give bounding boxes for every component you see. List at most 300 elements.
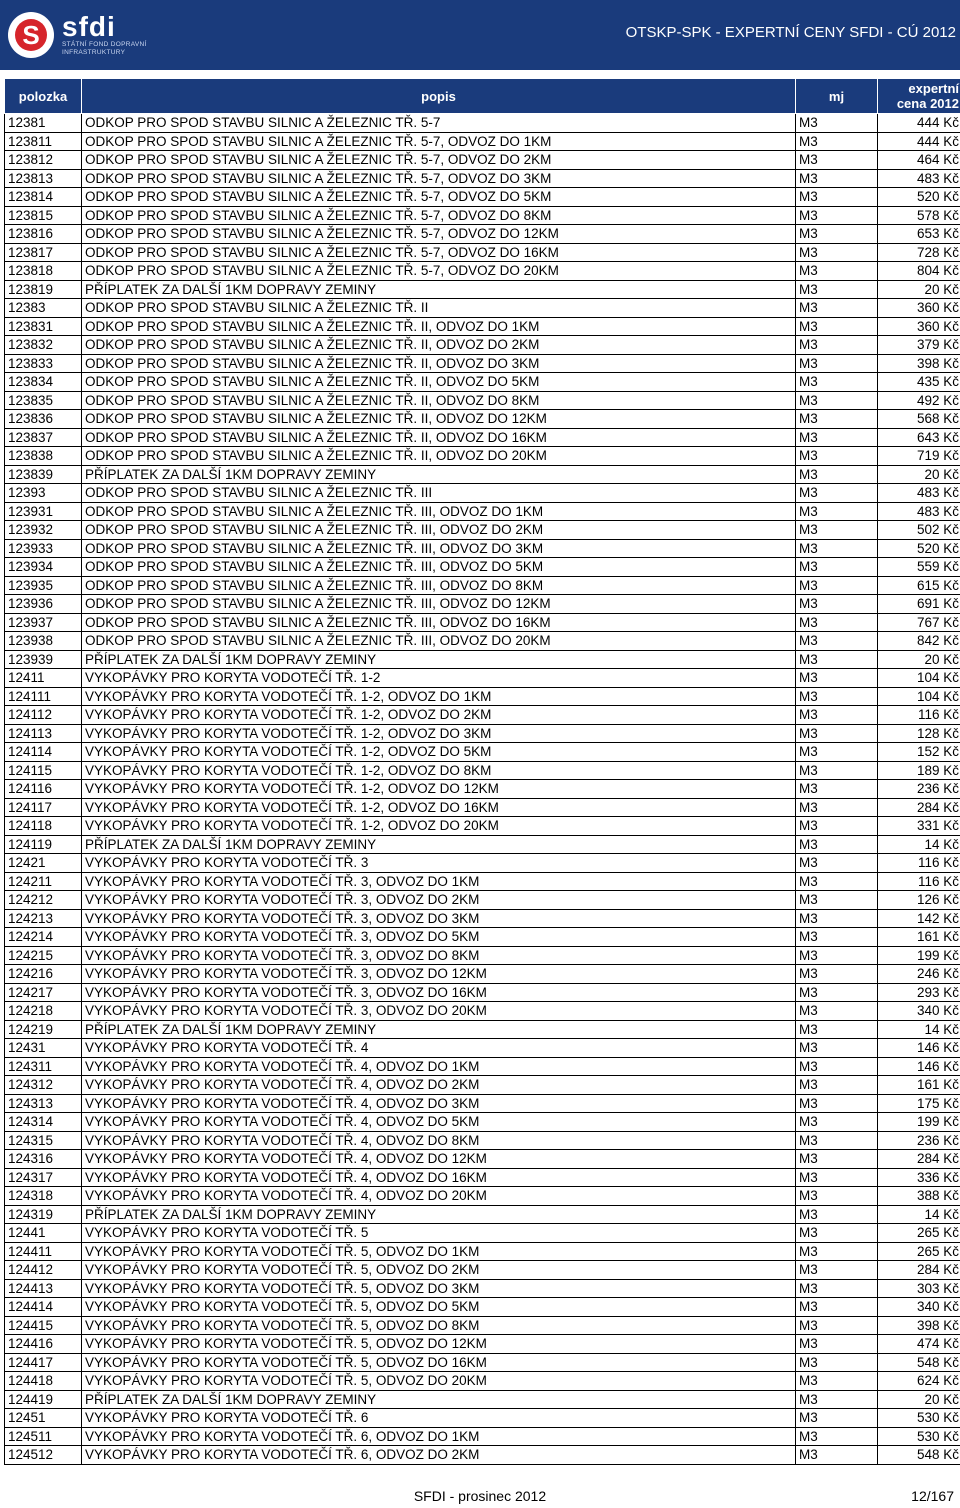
cell-polozka: 12393 [5,484,82,503]
cell-popis: VYKOPÁVKY PRO KORYTA VODOTEČÍ TŘ. 5, ODVOZ DO 5KM [82,1298,796,1317]
table-row [5,1094,960,1113]
cell-mj: M3 [796,706,878,725]
table-row [5,151,960,170]
logo-subtitle-2: INFRASTRUKTURY [62,49,126,56]
table-row [5,447,960,466]
cell-popis: PŘÍPLATEK ZA DALŠÍ 1KM DOPRAVY ZEMINY [82,280,796,299]
cell-polozka: 123937 [5,613,82,632]
table-row [5,1372,960,1391]
cell-cena: 643 Kč [878,428,960,447]
cell-popis: VYKOPÁVKY PRO KORYTA VODOTEČÍ TŘ. 3, ODVOZ DO 20KM [82,1002,796,1021]
cell-mj: M3 [796,1335,878,1354]
cell-polozka: 124313 [5,1094,82,1113]
cell-polozka: 123812 [5,151,82,170]
cell-cena: 340 Kč [878,1002,960,1021]
cell-cena: 548 Kč [878,1446,960,1465]
footer-date: SFDI - prosinec 2012 [413,1488,547,1504]
cell-popis: ODKOP PRO SPOD STAVBU SILNIC A ŽELEZNIC TŘ. III, ODVOZ DO 5KM [82,558,796,577]
table-row [5,280,960,299]
table-row [5,1316,960,1335]
column-header-mj: mj [796,79,878,114]
cell-mj: M3 [796,465,878,484]
cell-cena: 767 Kč [878,613,960,632]
table-row [5,946,960,965]
cell-popis: VYKOPÁVKY PRO KORYTA VODOTEČÍ TŘ. 4, ODVOZ DO 8KM [82,1131,796,1150]
cell-polozka: 12451 [5,1409,82,1428]
cell-popis: VYKOPÁVKY PRO KORYTA VODOTEČÍ TŘ. 5, ODVOZ DO 2KM [82,1261,796,1280]
cell-polozka: 124211 [5,872,82,891]
cell-popis: VYKOPÁVKY PRO KORYTA VODOTEČÍ TŘ. 4, ODVOZ DO 16KM [82,1168,796,1187]
table-row [5,1113,960,1132]
cell-mj: M3 [796,872,878,891]
cell-cena: 474 Kč [878,1335,960,1354]
cell-mj: M3 [796,391,878,410]
cell-mj: M3 [796,169,878,188]
cell-mj: M3 [796,1390,878,1409]
cell-cena: 530 Kč [878,1409,960,1428]
cell-polozka: 123835 [5,391,82,410]
cell-polozka: 124412 [5,1261,82,1280]
table-row [5,1261,960,1280]
table-row [5,1020,960,1039]
cell-polozka: 123814 [5,188,82,207]
cell-polozka: 123934 [5,558,82,577]
cell-mj: M3 [796,1057,878,1076]
cell-cena: 189 Kč [878,761,960,780]
cell-cena: 530 Kč [878,1427,960,1446]
cell-polozka: 124318 [5,1187,82,1206]
cell-popis: ODKOP PRO SPOD STAVBU SILNIC A ŽELEZNIC TŘ. III [82,484,796,503]
cell-popis: VYKOPÁVKY PRO KORYTA VODOTEČÍ TŘ. 4 [82,1039,796,1058]
cell-polozka: 123837 [5,428,82,447]
cell-polozka: 123833 [5,354,82,373]
table-row [5,428,960,447]
table-body [5,114,960,1465]
cell-polozka: 124116 [5,780,82,799]
column-header-popis: popis [82,79,796,114]
cell-polozka: 124115 [5,761,82,780]
cell-polozka: 124315 [5,1131,82,1150]
cell-popis: VYKOPÁVKY PRO KORYTA VODOTEČÍ TŘ. 1-2, ODVOZ DO 3KM [82,724,796,743]
table-row [5,909,960,928]
cell-popis: ODKOP PRO SPOD STAVBU SILNIC A ŽELEZNIC TŘ. III, ODVOZ DO 12KM [82,595,796,614]
cell-cena: 116 Kč [878,706,960,725]
cell-cena: 161 Kč [878,1076,960,1095]
cell-mj: M3 [796,354,878,373]
cell-mj: M3 [796,1353,878,1372]
cell-mj: M3 [796,1372,878,1391]
cell-popis: ODKOP PRO SPOD STAVBU SILNIC A ŽELEZNIC TŘ. 5-7, ODVOZ DO 1KM [82,132,796,151]
cell-polozka: 124419 [5,1390,82,1409]
cell-cena: 246 Kč [878,965,960,984]
table-row [5,558,960,577]
table-row [5,780,960,799]
cell-polozka: 124413 [5,1279,82,1298]
cell-polozka: 123839 [5,465,82,484]
cell-mj: M3 [796,632,878,651]
cell-popis: VYKOPÁVKY PRO KORYTA VODOTEČÍ TŘ. 5, ODVOZ DO 1KM [82,1242,796,1261]
table-row [5,1002,960,1021]
cell-mj: M3 [796,650,878,669]
cell-mj: M3 [796,447,878,466]
cell-mj: M3 [796,965,878,984]
cell-mj: M3 [796,724,878,743]
cell-mj: M3 [796,558,878,577]
cell-cena: 578 Kč [878,206,960,225]
cell-mj: M3 [796,983,878,1002]
cell-mj: M3 [796,891,878,910]
table-row [5,632,960,651]
table-row [5,1390,960,1409]
cell-polozka: 124215 [5,946,82,965]
cell-cena: 548 Kč [878,1353,960,1372]
table-row [5,502,960,521]
table-row [5,262,960,281]
cell-mj: M3 [796,502,878,521]
table-row [5,169,960,188]
cell-mj: M3 [796,243,878,262]
table-row [5,1298,960,1317]
cell-cena: 520 Kč [878,188,960,207]
cell-cena: 146 Kč [878,1057,960,1076]
cell-cena: 284 Kč [878,798,960,817]
table-row [5,1039,960,1058]
cell-mj: M3 [796,1446,878,1465]
table-row [5,854,960,873]
cell-cena: 14 Kč [878,835,960,854]
cell-cena: 331 Kč [878,817,960,836]
cell-popis: VYKOPÁVKY PRO KORYTA VODOTEČÍ TŘ. 3, ODVOZ DO 8KM [82,946,796,965]
cell-popis: VYKOPÁVKY PRO KORYTA VODOTEČÍ TŘ. 3, ODVOZ DO 5KM [82,928,796,947]
cell-popis: PŘÍPLATEK ZA DALŠÍ 1KM DOPRAVY ZEMINY [82,650,796,669]
cell-cena: 398 Kč [878,1316,960,1335]
table-row [5,817,960,836]
cell-cena: 398 Kč [878,354,960,373]
cell-cena: 265 Kč [878,1242,960,1261]
cell-cena: 175 Kč [878,1094,960,1113]
cell-polozka: 123938 [5,632,82,651]
cell-popis: VYKOPÁVKY PRO KORYTA VODOTEČÍ TŘ. 6 [82,1409,796,1428]
cell-mj: M3 [796,928,878,947]
cell-polozka: 12441 [5,1224,82,1243]
cell-cena: 20 Kč [878,1390,960,1409]
cell-mj: M3 [796,1168,878,1187]
table-row [5,743,960,762]
cell-polozka: 124212 [5,891,82,910]
cell-popis: ODKOP PRO SPOD STAVBU SILNIC A ŽELEZNIC TŘ. II, ODVOZ DO 12KM [82,410,796,429]
cell-polozka: 124217 [5,983,82,1002]
cell-polozka: 124111 [5,687,82,706]
cell-cena: 284 Kč [878,1261,960,1280]
table-row [5,1224,960,1243]
cell-polozka: 124119 [5,835,82,854]
cell-popis: VYKOPÁVKY PRO KORYTA VODOTEČÍ TŘ. 1-2, ODVOZ DO 1KM [82,687,796,706]
cell-popis: ODKOP PRO SPOD STAVBU SILNIC A ŽELEZNIC TŘ. 5-7, ODVOZ DO 12KM [82,225,796,244]
cell-polozka: 124418 [5,1372,82,1391]
cell-popis: ODKOP PRO SPOD STAVBU SILNIC A ŽELEZNIC TŘ. II, ODVOZ DO 3KM [82,354,796,373]
table-row [5,539,960,558]
cell-popis: VYKOPÁVKY PRO KORYTA VODOTEČÍ TŘ. 1-2 [82,669,796,688]
cell-polozka: 124311 [5,1057,82,1076]
cell-popis: VYKOPÁVKY PRO KORYTA VODOTEČÍ TŘ. 4, ODVOZ DO 3KM [82,1094,796,1113]
cell-polozka: 124314 [5,1113,82,1132]
cell-polozka: 123818 [5,262,82,281]
cell-mj: M3 [796,428,878,447]
cell-polozka: 124118 [5,817,82,836]
table-row [5,1279,960,1298]
cell-polozka: 123815 [5,206,82,225]
cell-cena: 804 Kč [878,262,960,281]
logo-text [62,13,147,57]
cell-polozka: 123811 [5,132,82,151]
cell-cena: 842 Kč [878,632,960,651]
cell-popis: VYKOPÁVKY PRO KORYTA VODOTEČÍ TŘ. 3, ODVOZ DO 3KM [82,909,796,928]
price-table [4,78,960,1465]
cell-popis: ODKOP PRO SPOD STAVBU SILNIC A ŽELEZNIC TŘ. III, ODVOZ DO 20KM [82,632,796,651]
cell-popis: ODKOP PRO SPOD STAVBU SILNIC A ŽELEZNIC TŘ. 5-7, ODVOZ DO 16KM [82,243,796,262]
cell-popis: PŘÍPLATEK ZA DALŠÍ 1KM DOPRAVY ZEMINY [82,1020,796,1039]
cell-mj: M3 [796,1020,878,1039]
cell-cena: 236 Kč [878,780,960,799]
cell-mj: M3 [796,1242,878,1261]
cell-popis: VYKOPÁVKY PRO KORYTA VODOTEČÍ TŘ. 3, ODVOZ DO 12KM [82,965,796,984]
cell-mj: M3 [796,780,878,799]
cell-mj: M3 [796,1205,878,1224]
cell-cena: 728 Kč [878,243,960,262]
table-row [5,1076,960,1095]
cell-popis: VYKOPÁVKY PRO KORYTA VODOTEČÍ TŘ. 4, ODVOZ DO 20KM [82,1187,796,1206]
cell-mj: M3 [796,410,878,429]
cell-cena: 568 Kč [878,410,960,429]
cell-polozka: 123831 [5,317,82,336]
cell-cena: 444 Kč [878,114,960,133]
cell-mj: M3 [796,132,878,151]
cell-popis: ODKOP PRO SPOD STAVBU SILNIC A ŽELEZNIC TŘ. 5-7, ODVOZ DO 8KM [82,206,796,225]
cell-popis: VYKOPÁVKY PRO KORYTA VODOTEČÍ TŘ. 1-2, ODVOZ DO 8KM [82,761,796,780]
cell-cena: 559 Kč [878,558,960,577]
cell-cena: 14 Kč [878,1020,960,1039]
cell-popis: PŘÍPLATEK ZA DALŠÍ 1KM DOPRAVY ZEMINY [82,1390,796,1409]
cell-cena: 340 Kč [878,1298,960,1317]
cell-popis: VYKOPÁVKY PRO KORYTA VODOTEČÍ TŘ. 6, ODVOZ DO 1KM [82,1427,796,1446]
cell-mj: M3 [796,798,878,817]
cell-mj: M3 [796,1427,878,1446]
cell-mj: M3 [796,539,878,558]
cell-polozka: 12381 [5,114,82,133]
sfdi-logo [8,6,158,64]
cell-popis: VYKOPÁVKY PRO KORYTA VODOTEČÍ TŘ. 5, ODVOZ DO 16KM [82,1353,796,1372]
cell-polozka: 123832 [5,336,82,355]
cell-cena: 520 Kč [878,539,960,558]
logo-subtitle-1: STÁTNÍ FOND DOPRAVNÍ [62,41,147,48]
cell-cena: 360 Kč [878,317,960,336]
cell-cena: 360 Kč [878,299,960,318]
cell-polozka: 124512 [5,1446,82,1465]
cell-cena: 492 Kč [878,391,960,410]
cell-cena: 284 Kč [878,1150,960,1169]
cell-popis: VYKOPÁVKY PRO KORYTA VODOTEČÍ TŘ. 1-2, ODVOZ DO 12KM [82,780,796,799]
cell-polozka: 123935 [5,576,82,595]
cell-popis: ODKOP PRO SPOD STAVBU SILNIC A ŽELEZNIC TŘ. III, ODVOZ DO 1KM [82,502,796,521]
cell-mj: M3 [796,1187,878,1206]
cell-polozka: 124417 [5,1353,82,1372]
table-row [5,650,960,669]
cell-polozka: 124213 [5,909,82,928]
cell-polozka: 123936 [5,595,82,614]
cell-cena: 161 Kč [878,928,960,947]
table-row [5,724,960,743]
cell-mj: M3 [796,761,878,780]
table-row [5,1427,960,1446]
cell-mj: M3 [796,743,878,762]
cell-mj: M3 [796,909,878,928]
cell-polozka: 123931 [5,502,82,521]
cell-popis: PŘÍPLATEK ZA DALŠÍ 1KM DOPRAVY ZEMINY [82,835,796,854]
cell-mj: M3 [796,595,878,614]
cell-cena: 388 Kč [878,1187,960,1206]
cell-cena: 303 Kč [878,1279,960,1298]
table-row [5,1057,960,1076]
column-header-polozka: polozka [5,79,82,114]
cell-cena: 116 Kč [878,854,960,873]
cell-popis: VYKOPÁVKY PRO KORYTA VODOTEČÍ TŘ. 3, ODVOZ DO 2KM [82,891,796,910]
cell-mj: M3 [796,1002,878,1021]
cell-cena: 379 Kč [878,336,960,355]
cell-cena: 615 Kč [878,576,960,595]
table-row [5,983,960,1002]
cell-popis: ODKOP PRO SPOD STAVBU SILNIC A ŽELEZNIC TŘ. III, ODVOZ DO 16KM [82,613,796,632]
cell-cena: 691 Kč [878,595,960,614]
cell-cena: 104 Kč [878,669,960,688]
cell-mj: M3 [796,1279,878,1298]
cell-popis: ODKOP PRO SPOD STAVBU SILNIC A ŽELEZNIC TŘ. II, ODVOZ DO 20KM [82,447,796,466]
table-row [5,410,960,429]
table-row [5,835,960,854]
table-row [5,484,960,503]
cell-polozka: 124511 [5,1427,82,1446]
table-row [5,1205,960,1224]
cell-polozka: 123819 [5,280,82,299]
cell-polozka: 124317 [5,1168,82,1187]
cell-cena: 20 Kč [878,465,960,484]
cell-cena: 624 Kč [878,1372,960,1391]
page-header [0,0,960,70]
table-row [5,1353,960,1372]
table-row [5,1187,960,1206]
cell-popis: VYKOPÁVKY PRO KORYTA VODOTEČÍ TŘ. 6, ODVOZ DO 2KM [82,1446,796,1465]
table-row [5,576,960,595]
cell-polozka: 123838 [5,447,82,466]
table-row [5,1150,960,1169]
table-row [5,206,960,225]
cell-mj: M3 [796,225,878,244]
cell-cena: 14 Kč [878,1205,960,1224]
cell-popis: VYKOPÁVKY PRO KORYTA VODOTEČÍ TŘ. 4, ODVOZ DO 5KM [82,1113,796,1132]
cell-cena: 265 Kč [878,1224,960,1243]
table-row [5,687,960,706]
cell-popis: ODKOP PRO SPOD STAVBU SILNIC A ŽELEZNIC TŘ. 5-7 [82,114,796,133]
cell-cena: 336 Kč [878,1168,960,1187]
table-row [5,706,960,725]
cell-cena: 128 Kč [878,724,960,743]
document-title: OTSKP-SPK - EXPERTNÍ CENY SFDI - CÚ 2012 [625,24,956,41]
cell-polozka: 124117 [5,798,82,817]
cell-cena: 116 Kč [878,872,960,891]
cell-mj: M3 [796,336,878,355]
cell-popis: PŘÍPLATEK ZA DALŠÍ 1KM DOPRAVY ZEMINY [82,1205,796,1224]
table-header-row [5,79,960,114]
cell-mj: M3 [796,299,878,318]
cell-popis: ODKOP PRO SPOD STAVBU SILNIC A ŽELEZNIC TŘ. 5-7, ODVOZ DO 20KM [82,262,796,281]
cell-polozka: 123816 [5,225,82,244]
cell-cena: 444 Kč [878,132,960,151]
table-row [5,354,960,373]
cell-mj: M3 [796,669,878,688]
cell-cena: 199 Kč [878,1113,960,1132]
cell-popis: VYKOPÁVKY PRO KORYTA VODOTEČÍ TŘ. 1-2, ODVOZ DO 16KM [82,798,796,817]
cell-mj: M3 [796,151,878,170]
cell-popis: VYKOPÁVKY PRO KORYTA VODOTEČÍ TŘ. 3, ODVOZ DO 16KM [82,983,796,1002]
cell-cena: 293 Kč [878,983,960,1002]
footer-page-number: 12/167 [911,1488,954,1504]
cell-popis: VYKOPÁVKY PRO KORYTA VODOTEČÍ TŘ. 3 [82,854,796,873]
table-row [5,669,960,688]
table-row [5,132,960,151]
table-row [5,243,960,262]
table-row [5,225,960,244]
cell-popis: PŘÍPLATEK ZA DALŠÍ 1KM DOPRAVY ZEMINY [82,465,796,484]
cell-mj: M3 [796,373,878,392]
cell-popis: ODKOP PRO SPOD STAVBU SILNIC A ŽELEZNIC TŘ. II, ODVOZ DO 8KM [82,391,796,410]
table-row [5,965,960,984]
cell-polozka: 123834 [5,373,82,392]
cell-mj: M3 [796,946,878,965]
cell-mj: M3 [796,521,878,540]
cell-mj: M3 [796,206,878,225]
cell-cena: 483 Kč [878,484,960,503]
cell-mj: M3 [796,1409,878,1428]
table-row [5,114,960,133]
cell-polozka: 124214 [5,928,82,947]
table-row [5,391,960,410]
cell-polozka: 123817 [5,243,82,262]
table-row [5,373,960,392]
cell-polozka: 12421 [5,854,82,873]
cell-popis: ODKOP PRO SPOD STAVBU SILNIC A ŽELEZNIC TŘ. II, ODVOZ DO 1KM [82,317,796,336]
cell-popis: VYKOPÁVKY PRO KORYTA VODOTEČÍ TŘ. 1-2, ODVOZ DO 20KM [82,817,796,836]
table-row [5,798,960,817]
cell-popis: ODKOP PRO SPOD STAVBU SILNIC A ŽELEZNIC TŘ. 5-7, ODVOZ DO 2KM [82,151,796,170]
cell-cena: 152 Kč [878,743,960,762]
cell-cena: 199 Kč [878,946,960,965]
cell-polozka: 124114 [5,743,82,762]
cell-popis: VYKOPÁVKY PRO KORYTA VODOTEČÍ TŘ. 4, ODVOZ DO 12KM [82,1150,796,1169]
cell-polozka: 124316 [5,1150,82,1169]
cell-mj: M3 [796,1298,878,1317]
cell-mj: M3 [796,317,878,336]
cell-popis: ODKOP PRO SPOD STAVBU SILNIC A ŽELEZNIC TŘ. III, ODVOZ DO 2KM [82,521,796,540]
cell-polozka: 124415 [5,1316,82,1335]
cell-popis: VYKOPÁVKY PRO KORYTA VODOTEČÍ TŘ. 1-2, ODVOZ DO 2KM [82,706,796,725]
table-row [5,891,960,910]
cell-mj: M3 [796,835,878,854]
cell-cena: 236 Kč [878,1131,960,1150]
cell-popis: VYKOPÁVKY PRO KORYTA VODOTEČÍ TŘ. 5, ODVOZ DO 12KM [82,1335,796,1354]
sfdi-logo-icon [8,12,54,58]
cell-mj: M3 [796,280,878,299]
cell-mj: M3 [796,613,878,632]
table-row [5,761,960,780]
